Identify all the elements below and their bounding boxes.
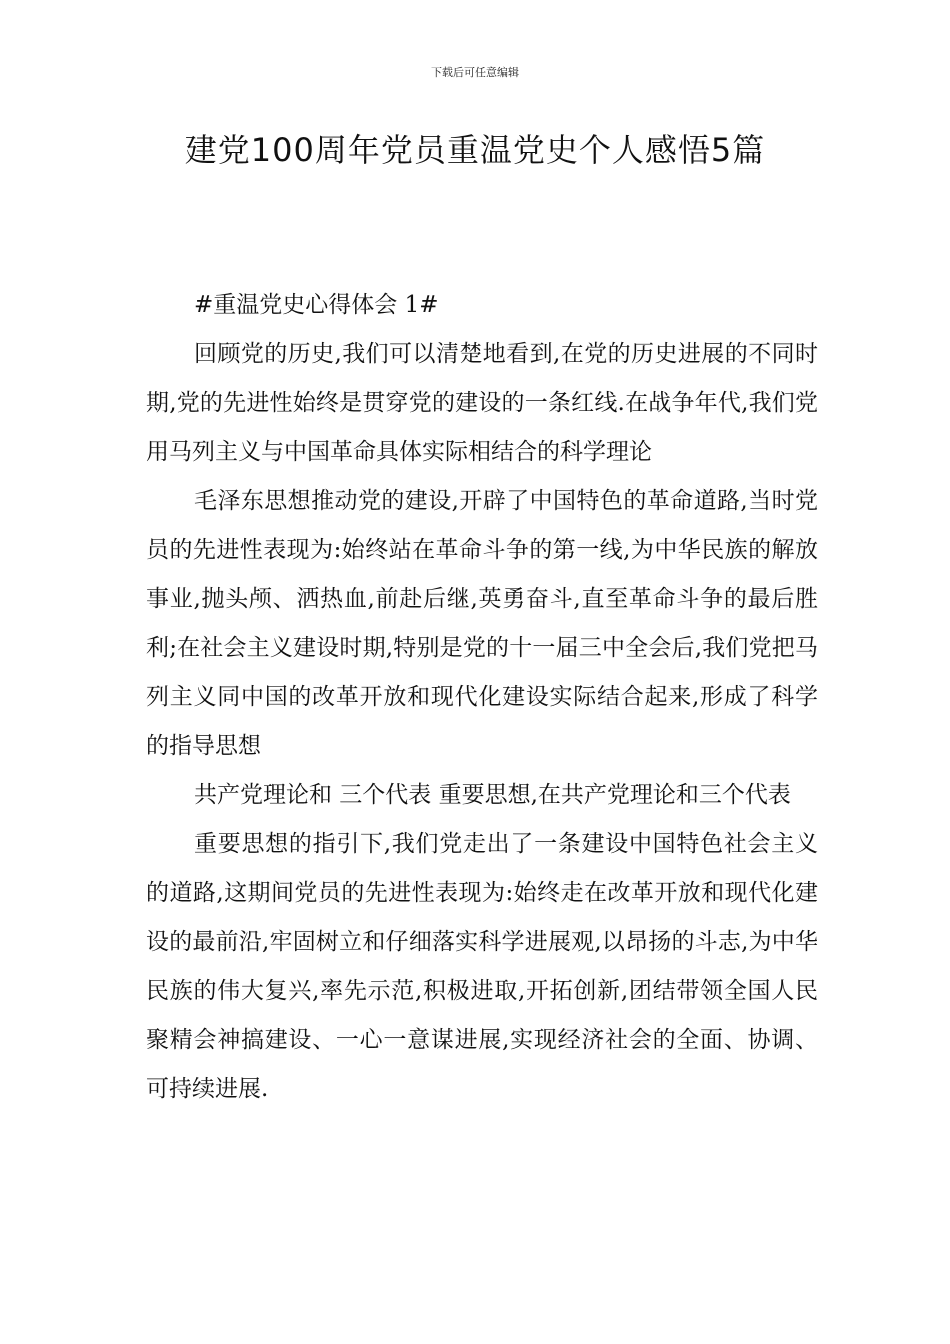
paragraph-1: 回顾党的历史,我们可以清楚地看到,在党的历史进展的不同时期,党的先进性始终是贯穿党的建设的一条红线.在战争年代,我们党用马列主义与中国革命具体实际相结合的科学理论: [146, 341, 818, 465]
section-heading: #重温党史心得体会 1#: [194, 292, 439, 318]
document-title: 建党100周年党员重温党史个人感悟5篇: [184, 131, 766, 169]
header-note: 下载后可任意编辑: [431, 66, 519, 79]
paragraph-2: 毛泽东思想推动党的建设,开辟了中国特色的革命道路,当时党员的先进性表现为:始终站在革命斗争的第一线,为中华民族的解放事业,抛头颅、洒热血,前赴后继,英勇奋斗,直至革命斗争的最后胜利;在社会主义建设时期,特别是党的十一届三中全会后,我们党把马列主义同中国的改革开放和现代化建设实际结合起来,形成了科学的指导思想: [146, 488, 818, 759]
paragraph-4: 重要思想的指引下,我们党走出了一条建设中国特色社会主义的道路,这期间党员的先进性表现为:始终走在改革开放和现代化建设的最前沿,牢固树立和仔细落实科学进展观,以昂扬的斗志,为中华民族的伟大复兴,率先示范,积极进取,开拓创新,团结带领全国人民聚精会神搞建设、一心一意谋进展,实现经济社会的全面、协调、可持续进展.: [146, 831, 818, 1102]
document-body: [146, 281, 818, 1114]
paragraph-3: 共产党理论和 三个代表 重要思想,在共产党理论和三个代表: [194, 782, 791, 808]
